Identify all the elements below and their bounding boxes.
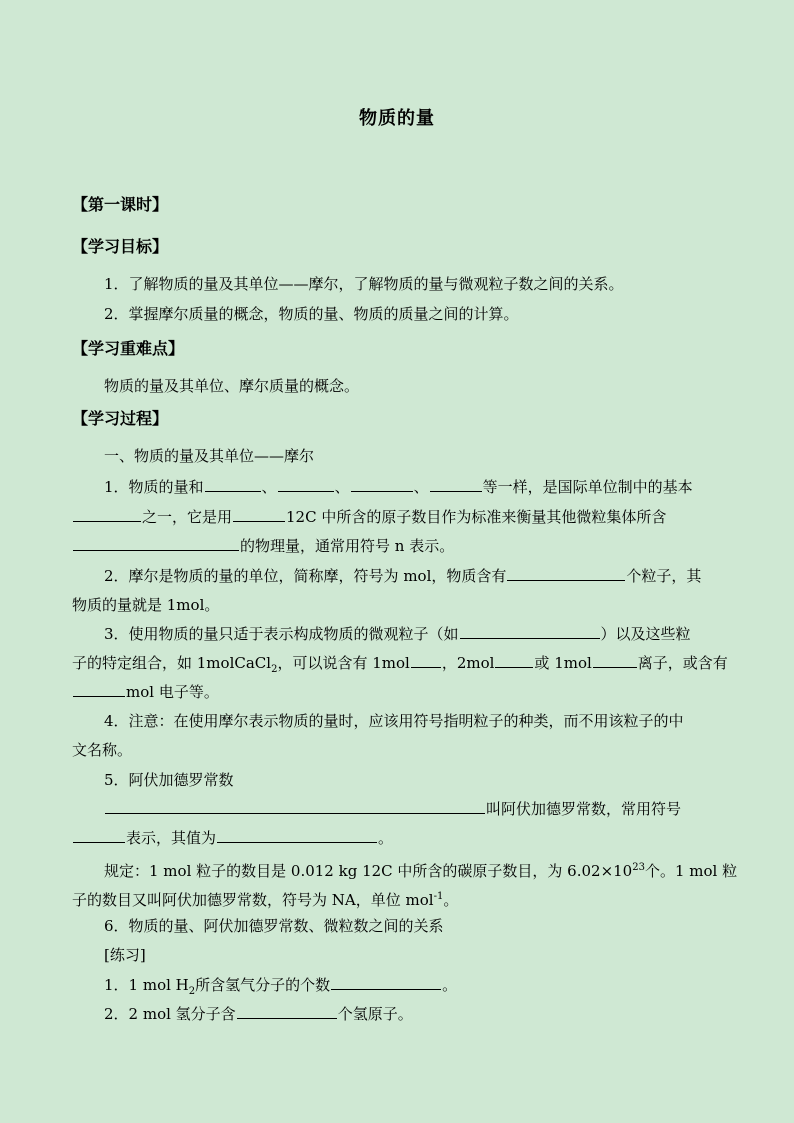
separator: 、 <box>413 478 429 496</box>
item-5-line-1 <box>104 799 724 819</box>
exercise-2-text-b: 个氢原子。 <box>337 1005 413 1023</box>
item-3-text-b: ）以及这些粒 <box>600 625 691 643</box>
item-5-text-b: 叫阿伏加德罗常数，常用符号 <box>486 800 682 818</box>
fill-blank[interactable] <box>331 975 441 990</box>
fill-blank[interactable] <box>411 653 441 668</box>
fill-blank[interactable] <box>105 799 485 814</box>
heading-process: 【学习过程】 <box>72 409 169 428</box>
item-1-text-c: 之一，它是用 <box>142 508 233 526</box>
exercise-1-text-b: 所含氢气分子的个数 <box>195 976 331 994</box>
heading-lesson: 【第一课时】 <box>72 195 169 214</box>
fill-blank[interactable] <box>593 653 637 668</box>
fill-blank[interactable] <box>73 828 125 843</box>
exercise-1-text-a: 1．1 mol H <box>104 976 189 994</box>
fill-blank[interactable] <box>73 682 125 697</box>
rule-text-a2: 个。1 mol 粒 <box>644 862 738 880</box>
key-text: 物质的量及其单位、摩尔质量的概念。 <box>104 377 360 395</box>
item-1-text-d: 12C 中所含的原子数目作为标准来衡量其他微粒集体所含 <box>286 508 667 526</box>
exercise-2 <box>104 1004 724 1024</box>
fill-blank[interactable] <box>233 507 285 522</box>
item-3-text-a: 3．使用物质的量只适于表示构成物质的微观粒子（如 <box>104 625 459 643</box>
item-3-line-2 <box>72 653 728 680</box>
item-5-heading: 5．阿伏加德罗常数 <box>104 771 234 789</box>
subscript: 2 <box>271 664 278 675</box>
item-3-line-1 <box>104 624 724 644</box>
rule-line-2 <box>72 887 722 910</box>
separator: 、 <box>261 478 277 496</box>
item-1-text-e: 的物理量，通常用符号 n 表示。 <box>240 537 455 555</box>
fill-blank[interactable] <box>495 653 533 668</box>
exercise-1-text-end: 。 <box>442 976 458 994</box>
item-3-text-c4: 或 1mol <box>534 654 592 672</box>
goal-1: 1．了解物质的量及其单位——摩尔，了解物质的量与微观粒子数之间的关系。 <box>104 275 624 293</box>
item-1-text-a: 1．物质的量和 <box>104 478 204 496</box>
item-4-line-1: 4．注意：在使用摩尔表示物质的量时，应该用符号指明粒子的种类，而不用该粒子的中 <box>104 712 684 730</box>
item-2-text-a: 2．摩尔是物质的量的单位，简称摩，符号为 mol，物质含有 <box>104 567 507 585</box>
fill-blank[interactable] <box>237 1004 337 1019</box>
fill-blank[interactable] <box>73 536 239 551</box>
item-1-line-3 <box>72 536 722 556</box>
item-5-text-end: 。 <box>378 829 394 847</box>
superscript: -1 <box>433 891 444 902</box>
heading-key: 【学习重难点】 <box>72 339 185 358</box>
item-4-line-2: 文名称。 <box>72 741 133 759</box>
fill-blank[interactable] <box>73 507 141 522</box>
item-2-line-2: 物质的量就是 1mol。 <box>72 596 220 614</box>
rule-line-1 <box>104 858 738 881</box>
fill-blank[interactable] <box>205 477 261 492</box>
superscript: 23 <box>632 862 645 873</box>
item-1-text-b: 等一样，是国际单位制中的基本 <box>482 478 693 496</box>
exercise-2-text-a: 2．2 mol 氢分子含 <box>104 1005 236 1023</box>
item-5-line-2 <box>72 828 722 848</box>
item-3-text-c5: 离子，或含有 <box>637 654 728 672</box>
item-1-line-1 <box>104 477 724 497</box>
separator: 、 <box>334 478 350 496</box>
item-3-text-c3: ，2mol <box>441 654 495 672</box>
heading-goal: 【学习目标】 <box>72 237 169 256</box>
subscript: 2 <box>188 986 196 997</box>
item-3-text-c1: 子的特定组合，如 1molCaCl <box>72 654 272 672</box>
section-1-heading: 一、物质的量及其单位——摩尔 <box>104 447 315 465</box>
item-5-text-c: 表示，其值为 <box>126 829 217 847</box>
item-2-line-1 <box>104 566 724 586</box>
page-title: 物质的量 <box>359 108 435 129</box>
rule-text-end: 。 <box>443 891 459 909</box>
fill-blank[interactable] <box>507 566 625 581</box>
item-3-text-c2: ，可以说含有 1mol <box>277 654 410 672</box>
practice-label: [练习] <box>104 946 146 964</box>
item-3-line-3 <box>72 682 722 702</box>
fill-blank[interactable] <box>278 477 334 492</box>
item-6: 6．物质的量、阿伏加德罗常数、微粒数之间的关系 <box>104 917 444 935</box>
item-1-line-2 <box>72 507 722 527</box>
fill-blank[interactable] <box>430 477 482 492</box>
item-2-text-b: 个粒子，其 <box>626 567 702 585</box>
rule-text-b: 子的数目又叫阿伏加德罗常数，符号为 NA，单位 mol <box>72 891 434 909</box>
fill-blank[interactable] <box>460 624 600 639</box>
item-3-text-d: mol 电子等。 <box>126 683 219 701</box>
fill-blank[interactable] <box>351 477 413 492</box>
goal-2: 2．掌握摩尔质量的概念，物质的量、物质的质量之间的计算。 <box>104 305 519 323</box>
rule-text-a: 规定：1 mol 粒子的数目是 0.012 kg 12C 中所含的碳原子数目，为 6.02×10 <box>104 862 633 880</box>
exercise-1 <box>104 975 724 1002</box>
fill-blank[interactable] <box>217 828 377 843</box>
